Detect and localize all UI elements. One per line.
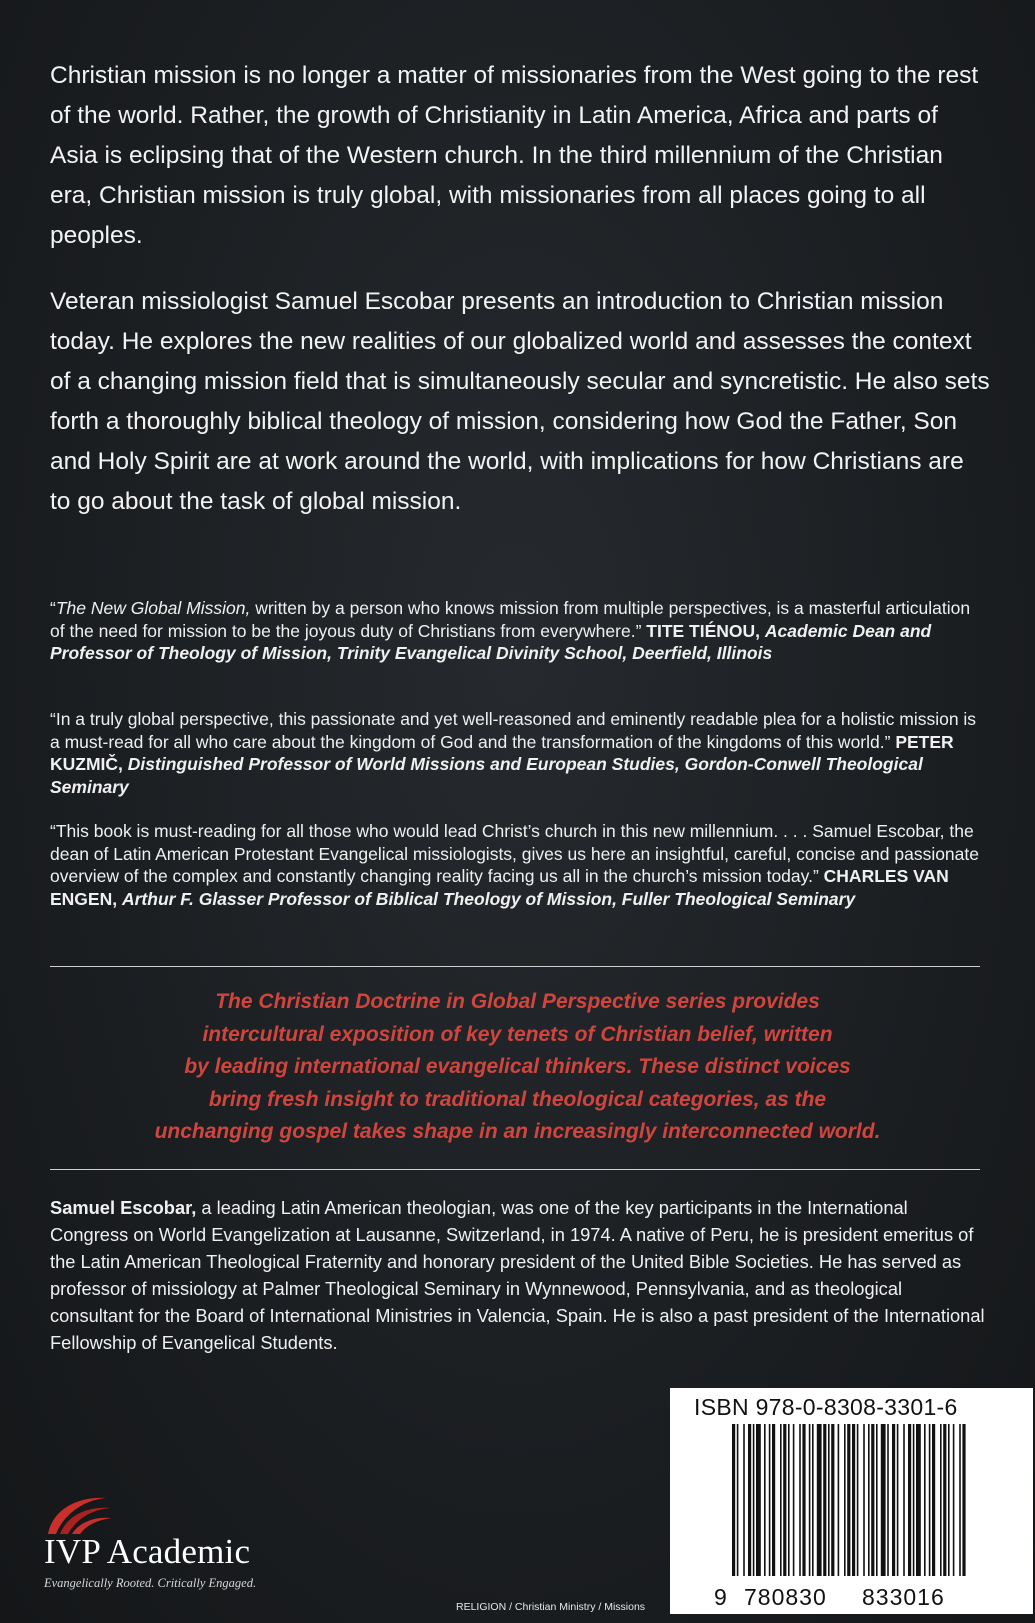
publisher-logo — [44, 1488, 304, 1588]
subject-category: RELIGION / Christian Ministry / Missions — [456, 1601, 646, 1613]
barcode-bar — [783, 1424, 786, 1576]
barcode-bar — [924, 1424, 926, 1576]
endorsement-3-text: “This book is must-reading for all those who would lead Christ’s church in this new millennium. . . . Samuel Escobar, the dean of Latin American Protestant Evangelical missiologists, gives us here an insightful, careful, concise and passionate overview of the complex and constantly changing reality facing us all in the church’s mission today.” — [50, 821, 979, 886]
ean-first-digit: 9 — [714, 1584, 727, 1610]
barcode-bar — [897, 1424, 899, 1576]
endorsement-1-title: Academic Dean and Professor of Theology of Mission, Trinity Evangelical Divinity School, Deerfield, Illinois — [50, 620, 932, 663]
endorsement-2-name: PETER KUZMIČ, — [50, 731, 954, 774]
barcode-bar — [929, 1424, 931, 1576]
barcode-bar — [748, 1424, 751, 1576]
barcode-bar — [838, 1424, 840, 1576]
author-bio — [50, 1194, 985, 1356]
barcode-bar — [959, 1424, 961, 1576]
series-blurb — [60, 986, 975, 1149]
barcode-bar — [881, 1424, 886, 1576]
endorsement-1-name: TITE TIÉNOU, — [646, 620, 761, 641]
barcode-bar — [793, 1424, 795, 1576]
barcode-bar — [831, 1424, 834, 1576]
isbn-barcode — [670, 1388, 1033, 1614]
barcode-bar — [823, 1424, 826, 1576]
barcode-bar — [732, 1424, 735, 1576]
barcode-bar — [876, 1424, 878, 1576]
barcode-bar — [943, 1424, 946, 1576]
endorsement-2 — [50, 708, 985, 798]
barcode-bar — [948, 1424, 950, 1576]
endorsement-2-title: Distinguished Professor of World Missions and European Studies, Gordon-Conwell Theological Seminary — [50, 754, 923, 797]
barcode-bar — [780, 1424, 782, 1576]
barcode-bar — [772, 1424, 775, 1576]
barcode-bar — [809, 1424, 811, 1576]
author-name: Samuel Escobar, — [50, 1197, 197, 1218]
endorsement-1-open-quote: “ — [50, 598, 56, 618]
barcode-bar — [913, 1424, 915, 1576]
endorsement-2-text: “In a truly global perspective, this passionate and yet well-reasoned and eminently readable plea for a holistic mission is a must-read for all who care about the kingdom of God and the transformation of the kingdoms of this world.” — [50, 709, 977, 752]
publisher-tagline: Evangelically Rooted. Critically Engaged. — [44, 1576, 257, 1590]
endorsement-1-text: written by a person who knows mission from multiple perspectives, is a masterful articulation of the need for mission to be the joyous duty of Christians from everywhere.” — [50, 598, 971, 641]
barcode-bar — [847, 1424, 850, 1576]
barcode-bar — [962, 1424, 965, 1576]
barcode-bar — [863, 1424, 865, 1576]
barcode-bar — [852, 1424, 855, 1576]
publisher-name: IVP Academic — [44, 1532, 251, 1571]
barcode-bar — [756, 1424, 761, 1576]
barcode-bar — [817, 1424, 822, 1576]
barcode-bar — [932, 1424, 935, 1576]
barcode-bar — [737, 1424, 739, 1576]
divider-top — [50, 966, 980, 967]
intro-paragraph-2: Veteran missiologist Samuel Escobar presents an introduction to Christian mission today. He explores the new realities of our globalized world and assesses the context of a changing mission field that is simultaneously secular and syncretistic. He also sets forth a thoroughly biblical theology of mission, considering how God the Father, Son and Holy Spirit are at work around the world, with implications for how Christians are to go about the task of global mission. — [50, 288, 990, 515]
barcode-bar — [769, 1424, 771, 1576]
barcode-bars — [732, 1424, 972, 1584]
barcode-bar — [857, 1424, 859, 1576]
barcode-bar — [871, 1424, 874, 1576]
barcode-bar — [940, 1424, 942, 1576]
author-bio-text: a leading Latin American theologian, was one of the key participants in the International Congress on World Evangelization at Lausanne, Switzerland, in 1974. A native of Peru, he is president emeritus of the Latin American Theological Fraternity and honorary president of the United Bible Societies. He has served as professor of missiology at Palmer Theological Seminary in Wynnewood, Pennsylvania, and as theological consultant for the Board of International Ministries in Valencia, Spain. He is also a past president of the International Fellowship of Evangelical Students. — [50, 1197, 985, 1353]
series-blurb-line-4: bring fresh insight to traditional theological categories, as the — [208, 1087, 827, 1111]
ean-left-group: 780830 — [744, 1584, 827, 1610]
barcode-bar — [753, 1424, 755, 1576]
barcode-bar — [892, 1424, 895, 1576]
divider-bottom — [50, 1169, 980, 1170]
barcode-bar — [953, 1424, 955, 1576]
barcode-bar — [916, 1424, 921, 1576]
barcode-bar — [802, 1424, 805, 1576]
barcode-bar — [788, 1424, 790, 1576]
ean-right-group: 833016 — [862, 1584, 945, 1610]
endorsement-3-name: CHARLES VAN ENGEN, — [50, 866, 949, 909]
endorsement-3 — [50, 820, 985, 910]
barcode-bar — [903, 1424, 905, 1576]
endorsement-1-book-title: The New Global Mission, — [55, 598, 251, 618]
barcode-bar — [743, 1424, 745, 1576]
barcode-bar — [812, 1424, 814, 1576]
intro-paragraph-1: Christian mission is no longer a matter of missionaries from the West going to the rest of the world. Rather, the growth of Christianity in Latin America, Africa and parts of Asia is eclipsing that of the Western church. In the third millennium of the Christian era, Christian mission is truly global, with missionaries from all places going to all peoples. — [50, 62, 979, 249]
endorsement-3-title: Arthur F. Glasser Professor of Biblical Theology of Mission, Fuller Theological Seminary — [121, 888, 856, 909]
barcode-bar — [799, 1424, 801, 1576]
barcode-bar — [828, 1424, 830, 1576]
barcode-bar — [764, 1424, 766, 1576]
barcode-bar — [868, 1424, 870, 1576]
barcode-bar — [908, 1424, 911, 1576]
barcode-bar — [844, 1424, 846, 1576]
barcode-bar — [887, 1424, 889, 1576]
red-swoosh-icon — [44, 1488, 114, 1536]
series-blurb-line-5: unchanging gospel takes shape in an increasingly interconnected world. — [154, 1120, 881, 1143]
series-blurb-line-2: intercultural exposition of key tenets of Christian belief, written — [202, 1022, 833, 1046]
endorsement-1 — [50, 597, 985, 665]
isbn-number: ISBN 978-0-8308-3301-6 — [694, 1394, 958, 1420]
series-blurb-line-3: by leading international evangelical thinkers. These distinct voices — [184, 1055, 851, 1078]
series-blurb-line-1: The Christian Doctrine in Global Perspective series provides — [215, 990, 820, 1013]
